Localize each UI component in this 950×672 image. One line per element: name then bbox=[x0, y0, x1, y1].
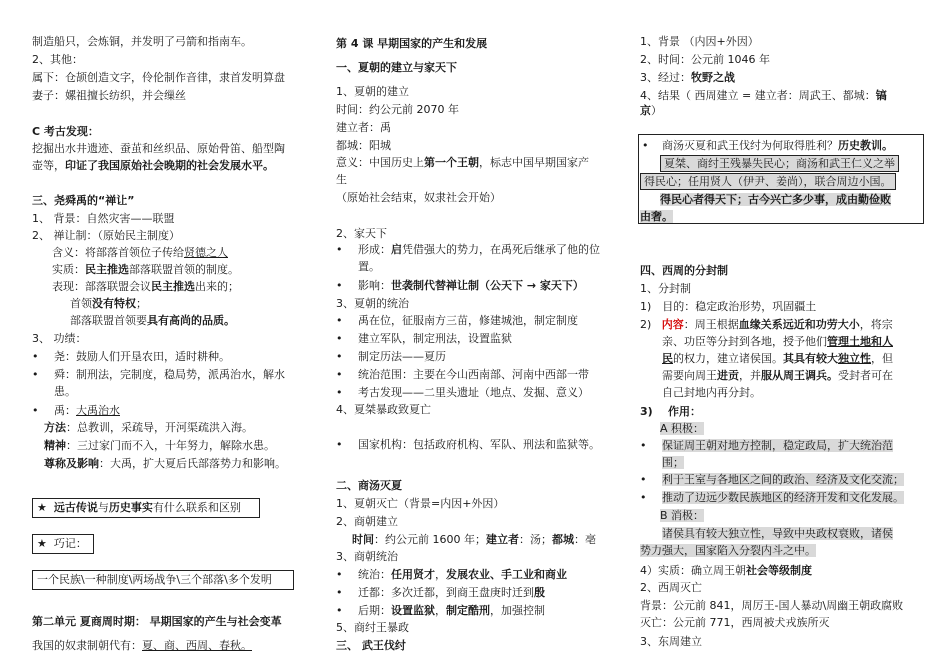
text-line: 4、夏桀暴政致夏亡 bbox=[336, 403, 431, 416]
panel-answer: 由奢。 bbox=[640, 210, 673, 223]
question-box: ★ 远古传说与历史事实有什么联系和区别 bbox=[32, 498, 260, 518]
lesson-title: 第 4 课 早期国家的产生和发展 bbox=[336, 37, 488, 50]
text-line: 我国的奴隶制朝代有：夏、商、西周、春秋。 bbox=[32, 639, 252, 652]
text-line: 3、东周建立 bbox=[640, 635, 702, 648]
tip-box: ★ 巧记： bbox=[32, 534, 94, 554]
text-line: 1、夏朝灭亡（背景=内因+外因） bbox=[336, 497, 505, 510]
list-item: • 制定历法——夏历 bbox=[336, 350, 446, 363]
text-line: 首领没有特权； bbox=[70, 297, 147, 310]
text-line: 表现：部落联盟会议民主推选出来的； bbox=[52, 280, 239, 293]
text-line: 部落联盟首领要具有高尚的品质。 bbox=[70, 314, 235, 327]
panel-question: • 商汤灭夏和武王伐纣为何取得胜利？历史教训。 bbox=[642, 139, 893, 152]
text-line: 精神：三过家门而不入，十年努力，解除水患。 bbox=[44, 439, 275, 452]
text-line: 属下：仓颉创造文字，伶伦制作音律，隶首发明算盘 bbox=[32, 71, 285, 84]
text-line: 3、经过：牧野之战 bbox=[640, 71, 735, 84]
text-line: 1、分封制 bbox=[640, 282, 691, 295]
panel-answer: 得民心；任用贤人（伊尹、姜尚），联合周边小国。 bbox=[640, 174, 896, 189]
section-heading: 三、尧舜禹的“禅让” bbox=[32, 194, 135, 207]
text-line: 势力强大，国家陷入分裂内斗之中。 bbox=[640, 544, 816, 557]
list-item: • 建立军队，制定刑法，设置监狱 bbox=[336, 332, 512, 345]
text-line: 2、 禅让制：（原始民主制度） bbox=[32, 229, 180, 242]
section-heading: C 考古发现： bbox=[32, 125, 99, 138]
list-item: • 考古发现——二里头遗址（地点、发掘、意义） bbox=[336, 386, 589, 399]
list-item: • 形成：启凭借强大的势力，在禹死后继承了他的位 bbox=[336, 243, 600, 256]
panel-answer: 得民心者得天下；古今兴亡多少事，成由勤俭败 bbox=[660, 193, 891, 206]
list-item: • 迁都：多次迁都，到商王盘庚时迁到殷 bbox=[336, 586, 545, 599]
list-item: • 尧：鼓励人们开垦农田，适时耕种。 bbox=[32, 350, 230, 363]
text-line: 4）实质：确立周王朝社会等级制度 bbox=[640, 564, 812, 577]
text-line: 生 bbox=[336, 173, 347, 186]
text-line: 尊称及影响：大禹，扩大夏后氏部落势力和影响。 bbox=[44, 457, 286, 470]
text-line: 妻子：嫘祖擅长纺织，并会缫丝 bbox=[32, 89, 186, 102]
text-line: 方法：总教训，采疏导，开河渠疏洪入海。 bbox=[44, 421, 253, 434]
list-item: • 统治：任用贤才，发展农业、手工业和商业 bbox=[336, 568, 567, 581]
text-line: 灭亡：公元前 771，西周被犬戎族所灭 bbox=[640, 616, 830, 629]
list-item: • 统治范围：主要在今山西南部、河南中西部一带 bbox=[336, 368, 589, 381]
text-line: 含义：将部落首领位子传给贤德之人 bbox=[52, 246, 228, 259]
section-heading: 三、 武王伐纣 bbox=[336, 639, 406, 652]
text-line: 置。 bbox=[358, 260, 380, 273]
text-line: 都城：阳城 bbox=[336, 139, 391, 152]
text-line: 2、家天下 bbox=[336, 227, 387, 240]
text-line: 民的权力，建立诸侯国。其具有较大独立性，但 bbox=[662, 352, 893, 365]
text-line: 1、背景 （内因+外因） bbox=[640, 35, 759, 48]
text-line: 2、商朝建立 bbox=[336, 515, 398, 528]
text-line: A 积极： bbox=[660, 422, 705, 435]
text-line: 亲、功臣等分封到各地，授予他们管理土地和人 bbox=[662, 335, 893, 348]
text-line: 3、夏朝的统治 bbox=[336, 297, 409, 310]
section-heading: 四、西周的分封制 bbox=[640, 264, 728, 277]
list-item: • 后期：设置监狱，制定酷刑，加强控制 bbox=[336, 604, 545, 617]
list-item: • 推动了边远少数民族地区的经济开发和文化发展。 bbox=[640, 491, 904, 504]
text-line: 意义：中国历史上第一个王朝，标志中国早期国家产 bbox=[336, 156, 589, 169]
text-line: 1、夏朝的建立 bbox=[336, 85, 409, 98]
text-line: 4、结果（ 西周建立 = 建立者：周武王、都城：镐 bbox=[640, 89, 887, 102]
text-line: 时间：约公元前 2070 年 bbox=[336, 103, 459, 116]
section-heading: 一、夏朝的建立与家天下 bbox=[336, 61, 457, 74]
list-item: • 禹在位，征服南方三苗，修建城池，制定制度 bbox=[336, 314, 578, 327]
text-line: 5、商纣王暴政 bbox=[336, 621, 409, 634]
mnemonic-box: 一个民族\一种制度\两场战争\三个部落\多个发明 bbox=[32, 570, 294, 590]
unit-title: 第二单元 夏商周时期： 早期国家的产生与社会变革 bbox=[32, 615, 282, 628]
text-line: 3、 功绩： bbox=[32, 332, 87, 345]
list-item: • 影响：世袭制代替禅让制（公天下 → 家天下） bbox=[336, 279, 584, 292]
text-line: 3、商朝统治 bbox=[336, 550, 398, 563]
text-line: B 消极： bbox=[660, 509, 705, 522]
text-line: 2、西周灭亡 bbox=[640, 581, 702, 594]
text-line: 诸侯具有较大独立性，导致中央政权衰败，诸侯 bbox=[662, 527, 893, 540]
text-line: 需要向周王进贡，并服从周王调兵。受封者可在 bbox=[662, 369, 893, 382]
text-line: 2、其他： bbox=[32, 53, 83, 66]
text-line: 2) 内容：周王根据血缘关系远近和功劳大小，将宗 bbox=[640, 318, 893, 331]
text-line: 3) 作用： bbox=[640, 405, 702, 418]
text-line: 京） bbox=[640, 104, 662, 117]
text-line: 围； bbox=[662, 456, 684, 469]
text-line: 时间：约公元前 1600 年；建立者：汤；都城：亳 bbox=[352, 533, 596, 546]
list-item: • 保证周王朝对地方控制，稳定政局，扩大统治范 bbox=[640, 439, 893, 452]
text-line: 1) 目的：稳定政治形势，巩固疆土 bbox=[640, 300, 817, 313]
text-line: 制造船只，会炼铜，并发明了弓箭和指南车。 bbox=[32, 35, 252, 48]
text-line: 壶等，印证了我国原始社会晚期的社会发展水平。 bbox=[32, 159, 274, 172]
text-line: 2、时间：公元前 1046 年 bbox=[640, 53, 770, 66]
text-line: 挖掘出水井遗迹、蚕茧和丝织品、原始骨笛、船型陶 bbox=[32, 142, 285, 155]
list-item: • 国家机构：包括政府机构、军队、刑法和监狱等。 bbox=[336, 438, 600, 451]
list-item: • 舜：制刑法，完制度，稳局势，派禹治水，解水 bbox=[32, 368, 285, 381]
text-line: 实质：民主推选部落联盟首领的制度。 bbox=[52, 263, 239, 276]
panel-answer: 夏桀、商纣王残暴失民心；商汤和武王仁义之举 bbox=[640, 156, 899, 171]
text-line: 自己封地内再分封。 bbox=[662, 386, 761, 399]
text-line: 背景：公元前 841，周厉王-国人暴动\周幽王朝政腐败 bbox=[640, 599, 904, 612]
text-line: （原始社会结束，奴隶社会开始） bbox=[336, 191, 501, 204]
list-item: • 利于王室与各地区之间的政治、经济及文化交流； bbox=[640, 473, 904, 486]
list-item: • 禹：大禹治水 bbox=[32, 404, 120, 417]
text-line: 患。 bbox=[54, 385, 76, 398]
section-heading: 二、商汤灭夏 bbox=[336, 479, 402, 492]
text-line: 1、 背景：自然灾害——联盟 bbox=[32, 212, 175, 225]
text-line: 建立者：禹 bbox=[336, 121, 391, 134]
